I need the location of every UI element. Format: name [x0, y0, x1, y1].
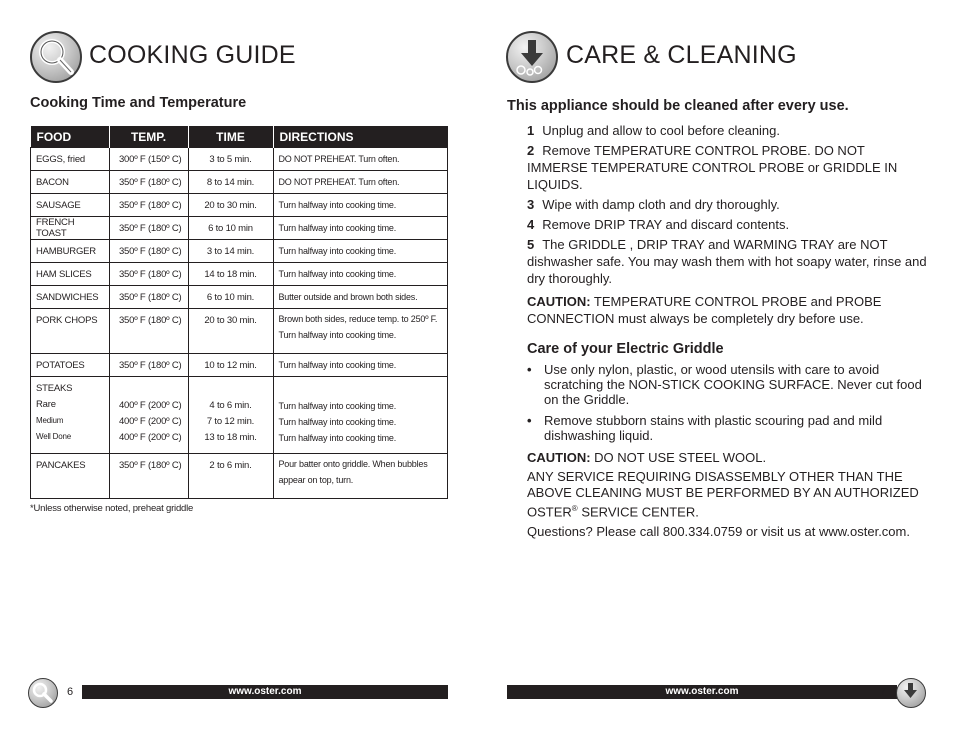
steaks-label: STEAKS — [36, 383, 73, 394]
temp-value: 400º F (200º C) — [118, 400, 182, 411]
directions-cell — [273, 377, 448, 454]
temp-cell: 350º F (180º C) — [109, 217, 188, 240]
table-row — [31, 354, 448, 377]
table-row — [31, 240, 448, 263]
food-cell: PANCAKES — [31, 454, 110, 499]
time-value: 13 to 18 min. — [204, 432, 257, 443]
step-text: Unplug and allow to cool before cleaning. — [542, 123, 781, 138]
doneness-medium: Medium — [36, 416, 64, 425]
bullet-text: Remove stubborn stains with plastic scouring pad and mild dishwashing liquid. — [544, 413, 883, 443]
page-title: CARE & CLEANING — [566, 41, 797, 69]
temp-cell: 350º F (180º C) — [109, 454, 188, 499]
doneness-rare: Rare — [36, 399, 56, 410]
step-item — [527, 216, 927, 233]
time-value: 4 to 6 min. — [209, 400, 252, 411]
magnifier-icon — [28, 678, 58, 708]
questions-line: Questions? Please call 800.334.0759 or visit us at www.oster.com. — [527, 524, 910, 540]
section-subhead: Cooking Time and Temperature — [30, 95, 247, 111]
directions-cell: Pour batter onto griddle. When bubbles appear on top, turn. — [273, 454, 448, 499]
bullet-text: Use only nylon, plastic, or wood utensils with care to avoid scratching the NON-STICK COOKING SURFACE. Never cut food on the Griddle. — [544, 362, 922, 407]
food-cell: EGGS, fried — [31, 148, 110, 171]
step-item — [527, 196, 927, 213]
food-cell: HAMBURGER — [31, 240, 110, 263]
table-row-steaks — [31, 377, 448, 454]
food-cell: BACON — [31, 171, 110, 194]
service-notice — [527, 469, 927, 520]
time-cell: 20 to 30 min. — [188, 194, 273, 217]
cleaning-instructions — [527, 122, 927, 540]
time-cell — [188, 377, 273, 454]
table-row — [31, 194, 448, 217]
header-food: FOOD — [31, 126, 110, 148]
step-text: Wipe with damp cloth and dry thoroughly. — [542, 197, 780, 212]
direction-value: Turn halfway into cooking time. — [278, 417, 397, 427]
food-cell: FRENCH TOAST — [31, 217, 110, 240]
food-cell: PORK CHOPS — [31, 309, 110, 354]
download-arrow-icon — [896, 678, 926, 708]
download-arrow-icon — [506, 31, 558, 83]
time-cell: 2 to 6 min. — [188, 454, 273, 499]
step-item — [527, 236, 927, 287]
section-subhead-care: Care of your Electric Griddle — [527, 341, 724, 357]
table-footnote: *Unless otherwise noted, preheat griddle — [30, 503, 194, 514]
table-row — [31, 263, 448, 286]
page-number: 6 — [67, 686, 74, 698]
cooking-table — [30, 126, 448, 499]
time-cell: 6 to 10 min — [188, 217, 273, 240]
table-row — [31, 148, 448, 171]
registered-mark: ® — [571, 504, 578, 513]
time-cell: 3 to 5 min. — [188, 148, 273, 171]
food-cell: HAM SLICES — [31, 263, 110, 286]
service-text: ANY SERVICE REQUIRING DISASSEMBLY OTHER THAN THE ABOVE CLEANING MUST BE PERFORMED BY AN AUTHORIZED OSTER — [527, 469, 919, 520]
food-cell: SANDWICHES — [31, 286, 110, 309]
caution-label: CAUTION: — [527, 450, 591, 465]
caution-text: TEMPERATURE CONTROL PROBE and PROBE CONNECTION must always be completely dry before use. — [527, 294, 882, 326]
direction-value: Turn halfway into cooking time. — [278, 401, 397, 411]
step-item — [527, 122, 927, 139]
directions-cell: Brown both sides, reduce temp. to 250º F. Turn halfway into cooking time. — [273, 309, 448, 354]
temp-cell: 350º F (180º C) — [109, 240, 188, 263]
step-text: Remove TEMPERATURE CONTROL PROBE. DO NOT IMMERSE TEMPERATURE CONTROL PROBE or GRIDDLE IN LIQUIDS. — [527, 143, 898, 192]
step-number: 2 — [527, 143, 535, 158]
care-bullet-list — [527, 362, 927, 443]
page-number: 7 — [880, 686, 887, 698]
directions-cell: Butter outside and brown both sides. — [273, 286, 448, 309]
footer-url-bar: www.oster.com — [82, 685, 448, 699]
directions-cell: DO NOT PREHEAT. Turn often. — [273, 171, 448, 194]
bullet-icon: • — [527, 362, 532, 377]
temp-cell — [109, 377, 188, 454]
step-item — [527, 142, 927, 193]
temp-cell: 350º F (180º C) — [109, 263, 188, 286]
temp-value: 400º F (200º C) — [118, 416, 182, 427]
table-row — [31, 309, 448, 354]
section-subhead: This appliance should be cleaned after every use. — [507, 98, 849, 114]
temp-cell: 350º F (180º C) — [109, 194, 188, 217]
header-time: TIME — [188, 126, 273, 148]
step-number: 3 — [527, 197, 535, 212]
step-text: Remove DRIP TRAY and discard contents. — [542, 217, 790, 232]
step-number: 4 — [527, 217, 535, 232]
caution-label: CAUTION: — [527, 294, 591, 309]
table-row — [31, 286, 448, 309]
food-cell: SAUSAGE — [31, 194, 110, 217]
page-title: COOKING GUIDE — [89, 41, 296, 69]
time-cell: 6 to 10 min. — [188, 286, 273, 309]
time-cell: 20 to 30 min. — [188, 309, 273, 354]
table-row — [31, 171, 448, 194]
time-cell: 3 to 14 min. — [188, 240, 273, 263]
table-row — [31, 217, 448, 240]
temp-value: 400º F (200º C) — [118, 432, 182, 443]
header-temp: TEMP. — [109, 126, 188, 148]
temp-cell: 350º F (180º C) — [109, 286, 188, 309]
time-value: 7 to 12 min. — [206, 416, 255, 427]
header-directions: DIRECTIONS — [273, 126, 448, 148]
service-text: SERVICE CENTER. — [581, 504, 699, 520]
direction-value: Turn halfway into cooking time. — [278, 433, 397, 443]
directions-cell: Turn halfway into cooking time. — [273, 240, 448, 263]
temp-cell: 350º F (180º C) — [109, 171, 188, 194]
food-cell — [31, 377, 110, 454]
footer-url-bar: www.oster.com — [507, 685, 897, 699]
caution-note — [527, 449, 927, 466]
list-item — [527, 362, 927, 407]
directions-cell: Turn halfway into cooking time. — [273, 263, 448, 286]
directions-cell: Turn halfway into cooking time. — [273, 194, 448, 217]
time-cell: 10 to 12 min. — [188, 354, 273, 377]
temp-cell: 300º F (150º C) — [109, 148, 188, 171]
step-number: 5 — [527, 237, 535, 252]
doneness-well-done: Well Done — [36, 432, 71, 441]
list-item — [527, 413, 927, 443]
caution-note — [527, 293, 927, 327]
table-row — [31, 454, 448, 499]
magnifier-icon — [30, 31, 82, 83]
directions-cell: Turn halfway into cooking time. — [273, 217, 448, 240]
time-cell: 8 to 14 min. — [188, 171, 273, 194]
temp-cell: 350º F (180º C) — [109, 309, 188, 354]
directions-cell: DO NOT PREHEAT. Turn often. — [273, 148, 448, 171]
food-cell: POTATOES — [31, 354, 110, 377]
directions-cell: Turn halfway into cooking time. — [273, 354, 448, 377]
step-text: The GRIDDLE , DRIP TRAY and WARMING TRAY are NOT dishwasher safe. You may wash them with hot soapy water, rinse and dry thoroughly. — [527, 237, 927, 286]
temp-cell: 350º F (180º C) — [109, 354, 188, 377]
time-cell: 14 to 18 min. — [188, 263, 273, 286]
caution-text: DO NOT USE STEEL WOOL. — [590, 450, 767, 465]
bullet-icon: • — [527, 413, 532, 428]
step-number: 1 — [527, 123, 535, 138]
